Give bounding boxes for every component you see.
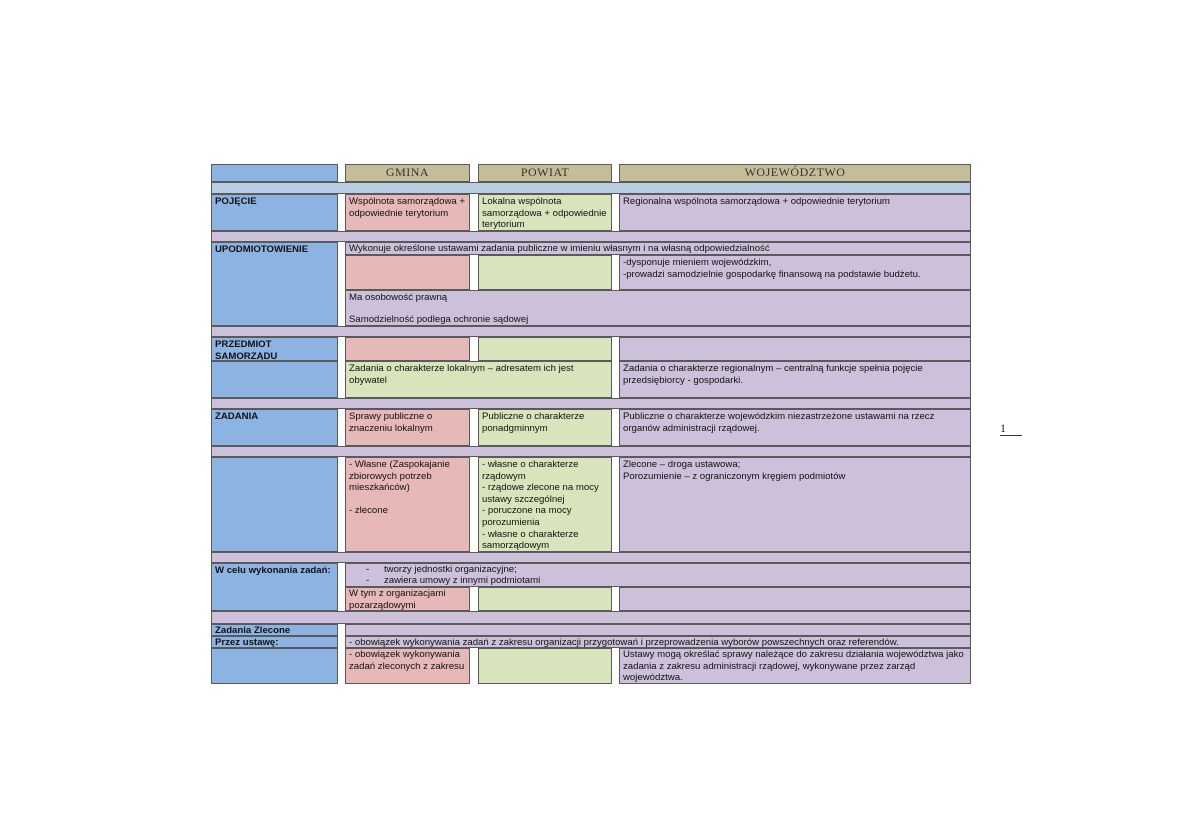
row-label-przedmiot: PRZEDMIOT SAMORZĄDU: [211, 337, 338, 361]
row-label-w-celu: W celu wykonania zadań:: [211, 563, 338, 611]
upodmiotowienie-wojewodztwo: -dysponuje mieniem wojewódzkim, -prowadzi samodzielnie gospodarkę finansową na podstawie budżetu.: [619, 255, 971, 290]
spacer-row: [211, 231, 971, 242]
przedmiot-gmina-top: [345, 337, 470, 361]
rodzaje-gmina: - Własne (Zaspokajanie zbiorowych potrzeb mieszkańców) - zlecone: [345, 457, 470, 552]
spacer-row: [211, 326, 971, 337]
zadania-powiat: Publiczne o charakterze ponadgminnym: [478, 409, 612, 446]
w-celu-item-2: zawiera umowy z innymi podmiotami: [384, 575, 541, 586]
zlecone-wspolne: - obowiązek wykonywania zadań z zakresu organizacji przygotowań i przeprowadzenia wyborów powszechnych oraz referendów.: [345, 636, 971, 648]
zlecone-powiat: [478, 648, 612, 684]
w-celu-wspolne: [345, 563, 971, 587]
przedmiot-label-cont: [211, 361, 338, 398]
upodmiotowienie-powiat: [478, 255, 612, 290]
w-celu-powiat: [478, 587, 612, 611]
pojecie-powiat: Lokalna wspólnota samorządowa + odpowiednie terytorium: [478, 194, 612, 231]
spacer-row: [211, 182, 971, 194]
rodzaje-wojewodztwo: Zlecone – droga ustawowa; Porozumienie – z ograniczonym kręgiem podmiotów: [619, 457, 971, 552]
zadania-gmina: Sprawy publiczne o znaczeniu lokalnym: [345, 409, 470, 446]
rodzaje-label: [211, 457, 338, 552]
ochrona-sadowa-text: Samodzielność podlega ochronie sądowej: [349, 314, 529, 325]
row-label-zadania: ZADANIA: [211, 409, 338, 446]
upodmiotowienie-osobowosc: [345, 290, 971, 326]
header-corner: [211, 164, 338, 182]
w-celu-gmina: W tym z organizacjami pozarządowymi: [345, 587, 470, 611]
zlecone-label-cont: [211, 648, 338, 684]
page-number: 1: [1000, 421, 1006, 435]
przedmiot-powiat-top: [478, 337, 612, 361]
header-powiat: POWIAT: [478, 164, 612, 182]
page-number-rule: [1000, 435, 1022, 436]
przedmiot-woj-top: [619, 337, 971, 361]
upodmiotowienie-gmina: [345, 255, 470, 290]
zlecone-spacer: [345, 624, 971, 636]
spacer-row: [211, 552, 971, 563]
w-celu-wojewodztwo: [619, 587, 971, 611]
row-label-zadania-zlecone: Zadania Zlecone: [211, 624, 338, 636]
header-wojewodztwo: WOJEWÓDZTWO: [619, 164, 971, 182]
zlecone-wojewodztwo: Ustawy mogą określać sprawy należące do zakresu działania województwa jako zadania z zakresu administracji rządowej, wykonywane przez zarząd województwa.: [619, 648, 971, 684]
w-celu-item-1: tworzy jednostki organizacyjne;: [384, 564, 517, 575]
pojecie-gmina: Wspólnota samorządowa + odpowiednie terytorium: [345, 194, 470, 231]
bullet-dash: -: [366, 564, 370, 575]
spacer-row: [211, 446, 971, 457]
rodzaje-powiat: - własne o charakterze rządowym - rządowe zlecone na mocy ustawy szczególnej - poruczone na mocy porozumienia - własne o charakterze samorządowym: [478, 457, 612, 552]
przedmiot-gmina-powiat: Zadania o charakterze lokalnym – adresatem ich jest obywatel: [345, 361, 612, 398]
header-gmina: GMINA: [345, 164, 470, 182]
bullet-dash: -: [366, 575, 370, 586]
row-label-pojecie: POJĘCIE: [211, 194, 338, 231]
spacer-row: [211, 611, 971, 624]
row-label-przez-ustawe: Przez ustawę:: [211, 636, 338, 648]
pojecie-wojewodztwo: Regionalna wspólnota samorządowa + odpowiednie terytorium: [619, 194, 971, 231]
zadania-wojewodztwo: Publiczne o charakterze wojewódzkim niezastrzeżone ustawami na rzecz organów administracji rządowej.: [619, 409, 971, 446]
row-label-upodmiotowienie: UPODMIOTOWIENIE: [211, 242, 338, 326]
przedmiot-wojewodztwo: Zadania o charakterze regionalnym – centralną funkcje spełnia pojęcie przedsiębiorcy - gospodarki.: [619, 361, 971, 398]
osobowosc-prawna-text: Ma osobowość prawną: [349, 292, 448, 303]
zlecone-gmina: - obowiązek wykonywania zadań zleconych z zakresu: [345, 648, 470, 684]
spacer-row: [211, 398, 971, 409]
upodmiotowienie-wspolne: Wykonuje określone ustawami zadania publiczne w imieniu własnym i na własną odpowiedzialność: [345, 242, 971, 255]
